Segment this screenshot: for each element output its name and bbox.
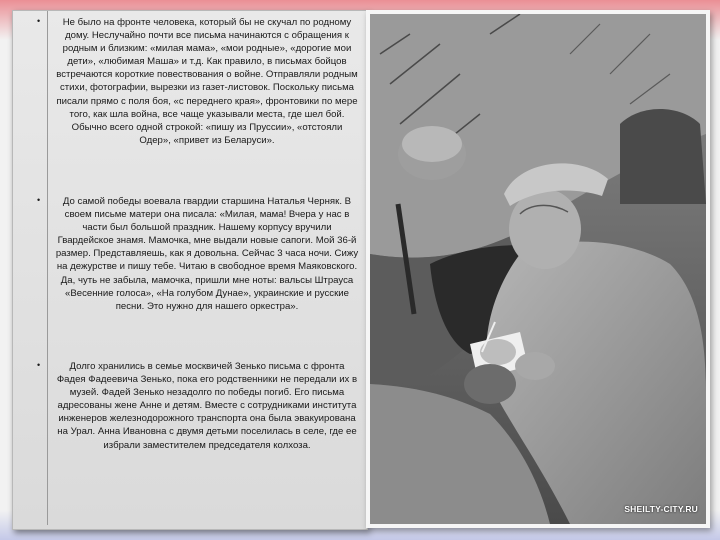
bullet-3: • [37,360,41,370]
paragraph-natalya-chernyak: До самой победы воевала гвардии старшина Наталья Черняк. В своем письме матери она писала: «Милая, мама! Вчера у нас в части был большой праздник. Нашему корпусу вручили Гвардейское знамя. Мамочка, мне выдали новые сапоги. Мой 36-й размер. Представляешь, как я довольна. Сейчас 3 часа ночи. Сижу на дежурстве и пишу тебе. Читаю в свободное время Маяковского. Да, чуть не забыла, мамочка, пришли мне ноты: вальсы Штрауса «Весенние голоса», «На голубом Дунае», украинские и русские песни. Это нужно для нашего оркестра». [55,196,359,312]
bullet-2: • [37,195,41,205]
photo-frame [366,10,710,528]
trench-scene-illustration [370,14,706,524]
soldier-writing-letter-photo [370,14,706,524]
text-panel [12,10,368,530]
panel-divider-line [47,11,48,525]
paragraph-zenko-letters: Долго хранились в семье москвичей Зенько письма с фронта Фадея Фадеевича Зенько, пока его родственники не передали их в музей. Фадей Зенько незадолго по победы погиб. Его письма адресованы жене Анне и детям. Вместе с сотрудниками института инженеров железнодорожного транспорта она была эвакуирована на Урал. Анна Ивановна с двумя детьми поселилась в селе, где ее избрали заместителем председателя колхоза. [56,361,358,451]
bullet-1: • [37,16,41,26]
photo-watermark: SHEILTY-CITY.RU [624,504,698,514]
paragraph-front-letters: Не было на фронте человека, который бы не скучал по родному дому. Неслучайно почти все письма начинаются с обращения к родным и близким: «милая мама», «мои родные», «дорогие мои дети», «любимая Маша» и т.д. Как правило, в письмах бойцов встречаются короткие повествования о войне. Отправляли родным стихи, фотографии, вырезки из газет-листовок. Поскольку письма писали прямо с поля боя, «с переднего края», фронтовики по мере того, как шла война, все чаще указывали места, где шел бой. Обычно всего одной строкой: «пишу из Пруссии», «отстояли Одер», «привет из Беларуси». [56,17,358,146]
